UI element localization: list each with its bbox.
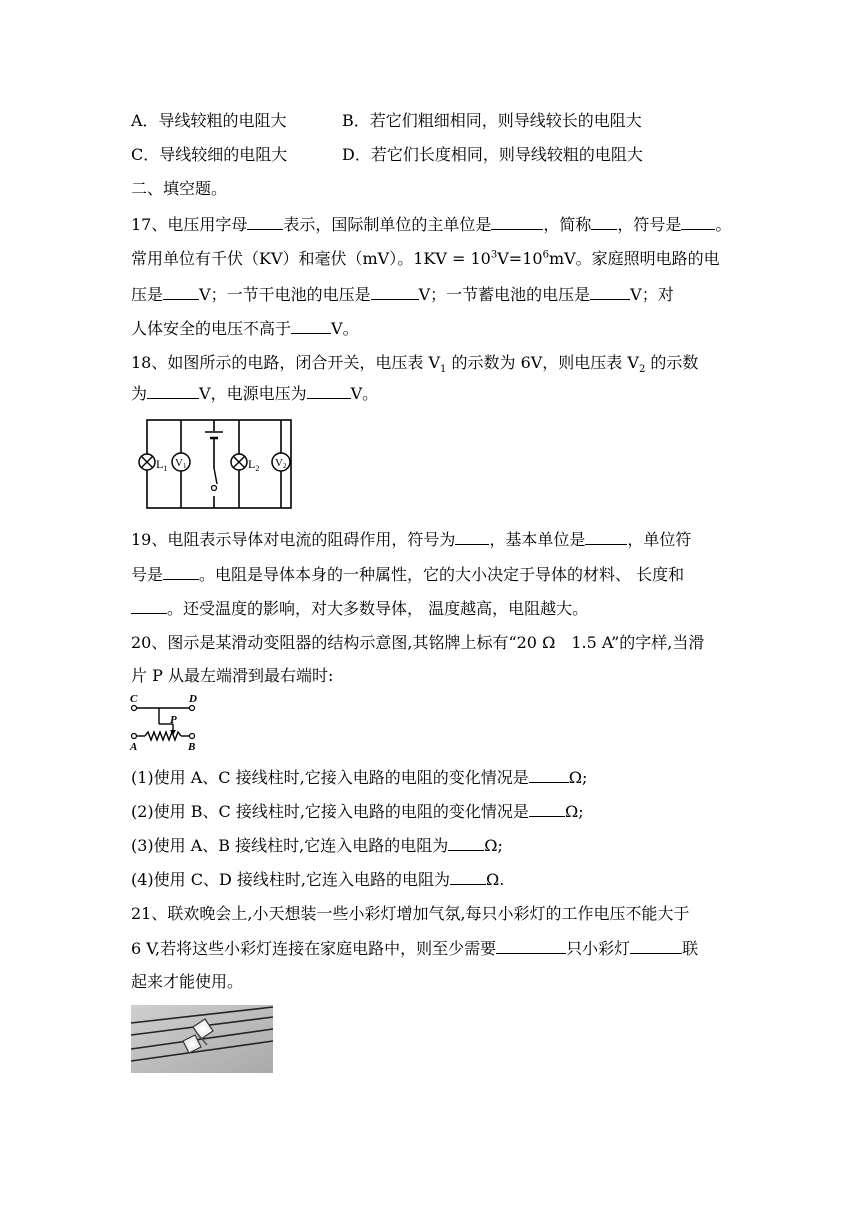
q17-blank-accumulator[interactable] <box>590 283 630 300</box>
resistor-coil-icon <box>145 732 181 740</box>
q19-line2 <box>131 563 684 586</box>
q20-sub1 <box>131 766 587 789</box>
q18-text: 18、如图所示的电路，闭合开关，电压表 V <box>131 353 441 372</box>
q21-text: 联 <box>682 939 699 958</box>
q16-option-a: A．导线较粗的电阻大 <box>131 111 287 130</box>
lamp-l1-icon <box>139 454 155 470</box>
q18-text: V。 <box>350 384 379 403</box>
q20-text: Ω; <box>564 802 584 821</box>
q17-blank-short[interactable] <box>591 213 617 230</box>
string-lights-photo <box>131 1005 273 1073</box>
q17-text: 常用单位有千伏（KV）和毫伏（mV）。1KV = 10 <box>131 249 491 268</box>
q18-subscript: 1 <box>440 364 447 376</box>
q20-line2: 片 P 从最左端滑到最右端时: <box>131 666 334 685</box>
q18-blank-v2[interactable] <box>147 382 199 399</box>
q19-blank-symbol[interactable] <box>455 528 489 545</box>
q17-blank-symbol[interactable] <box>681 213 715 230</box>
q19-text: 。电阻是导体本身的一种属性，它的大小决定于导体的材料、 长度和 <box>199 565 685 584</box>
q20-text: Ω; <box>568 768 588 787</box>
q20-text: (2)使用 B、C 接线柱时,它接入电路的电阻的变化情况是 <box>131 802 529 821</box>
q17-text: V=10 <box>497 249 543 268</box>
q17-text: mV。家庭照明电路的电 <box>548 249 720 268</box>
q17-text: 17、电压用字母 <box>131 215 248 234</box>
q19-blank-unit[interactable] <box>585 528 627 545</box>
q20-blank-1[interactable] <box>529 766 569 783</box>
q17-text: ，简称 <box>543 215 592 234</box>
q18-circuit-diagram <box>129 414 301 514</box>
q16-option-b: B．若它们粗细相同，则导线较长的电阻大 <box>342 111 642 130</box>
q17-blank-safe[interactable] <box>291 317 331 334</box>
q18-subscript: 2 <box>638 364 646 376</box>
q21-blank-connection[interactable] <box>630 937 682 954</box>
q20-blank-3[interactable] <box>448 834 484 851</box>
q17-blank-battery[interactable] <box>371 283 419 300</box>
q19-blank-unit-symbol[interactable] <box>163 563 199 580</box>
label-b: B <box>188 741 196 752</box>
label-c: C <box>130 693 138 705</box>
q20-blank-4[interactable] <box>450 868 486 885</box>
q20-blank-2[interactable] <box>529 800 565 817</box>
q17-text: V；一节干电池的电压是 <box>199 285 371 304</box>
q17-exponent: 6 <box>542 249 549 261</box>
q18-text: 的示数 <box>645 353 699 372</box>
q19-text: ，基本单位是 <box>489 530 586 549</box>
voltmeter-v1-label: V1 <box>175 457 187 470</box>
q21-blank-count[interactable] <box>496 937 566 954</box>
q17-line2 <box>131 248 720 270</box>
q16-option-c: C．导线较细的电阻大 <box>131 145 288 164</box>
q18-blank-source[interactable] <box>307 382 351 399</box>
q19-text: 号是 <box>131 565 164 584</box>
q20-sub3 <box>131 834 503 857</box>
q17-exponent: 3 <box>490 249 498 261</box>
voltmeter-v2-label: V2 <box>275 457 287 470</box>
q20-text: (4)使用 C、D 接线柱时,它连入电路的电阻为 <box>131 870 450 889</box>
q18-line1 <box>131 352 698 374</box>
section-title: 二、填空题。 <box>131 179 228 198</box>
terminal-b-icon <box>190 734 195 739</box>
q19-blank-factor[interactable] <box>131 597 167 614</box>
q17-line3 <box>131 283 674 306</box>
q20-sub2 <box>131 800 584 823</box>
q16-options-row1 <box>131 110 642 132</box>
q17-text: 压是 <box>131 285 164 304</box>
q20-text: (1)使用 A、C 接线柱时,它接入电路的电阻的变化情况是 <box>131 768 529 787</box>
q21-line1: 21、联欢晚会上,小天想装一些小彩灯增加气氛,每只小彩灯的工作电压不能大于 <box>131 904 690 923</box>
q19-text: 。还受温度的影响，对大多数导体， 温度越高，电阻越大。 <box>167 599 589 618</box>
q20-text: Ω. <box>486 870 505 889</box>
q19-line1 <box>131 528 691 551</box>
q17-text: V。 <box>331 319 359 338</box>
lamp-l1-label: $L_1$ <box>156 457 168 473</box>
q19-line3 <box>131 597 588 620</box>
switch-icon <box>208 468 220 496</box>
q19-text: ，单位符 <box>627 530 692 549</box>
q20-sub4 <box>131 868 504 891</box>
q16-options-row2 <box>131 144 643 166</box>
terminal-d-icon <box>190 706 195 711</box>
q18-text: V，电源电压为 <box>199 384 307 403</box>
q20-text: Ω; <box>484 836 503 855</box>
q17-line4 <box>131 317 359 340</box>
q21-line2 <box>131 937 698 960</box>
q17-blank-letter[interactable] <box>247 213 283 230</box>
label-p: P <box>170 714 177 726</box>
q16-option-d: D．若它们长度相同，则导线较粗的电阻大 <box>342 145 643 164</box>
label-a: A <box>130 741 138 752</box>
q19-text: 19、电阻表示导体对电流的阻碍作用，符号为 <box>131 530 456 549</box>
q18-text: 的示数为 6V，则电压表 V <box>446 353 639 372</box>
battery-icon <box>203 431 225 439</box>
q20-line1: 20、图示是某滑动变阻器的结构示意图,其铭牌上标有“20 Ω 1.5 A”的字样,当滑 <box>131 633 705 652</box>
q20-text: (3)使用 A、B 接线柱时,它连入电路的电阻为 <box>131 836 449 855</box>
q17-text: V；对 <box>630 285 674 304</box>
lamp-l2-icon <box>231 454 247 470</box>
terminal-a-icon <box>132 734 137 739</box>
q17-text: 。 <box>715 215 732 234</box>
q21-text: 只小彩灯 <box>566 939 631 958</box>
q17-line1 <box>131 213 731 236</box>
lamp-l2-label: $L_2$ <box>248 457 260 473</box>
q18-line2 <box>131 382 378 405</box>
q17-blank-home[interactable] <box>163 283 199 300</box>
q17-text: ，符号是 <box>617 215 682 234</box>
q21-text: 6 V,若将这些小彩灯连接在家庭电路中，则至少需要 <box>131 939 497 958</box>
q17-text: 人体安全的电压不高于 <box>131 319 292 338</box>
q17-blank-unit[interactable] <box>491 213 543 230</box>
terminal-c-icon <box>132 706 137 711</box>
q20-rheostat-diagram <box>129 692 205 752</box>
q21-line3: 起来才能使用。 <box>131 972 244 991</box>
q17-text: 表示，国际制单位的主单位是 <box>283 215 492 234</box>
q17-text: V；一节蓄电池的电压是 <box>418 285 591 304</box>
label-d: D <box>189 693 197 705</box>
q18-text: 为 <box>131 384 148 403</box>
